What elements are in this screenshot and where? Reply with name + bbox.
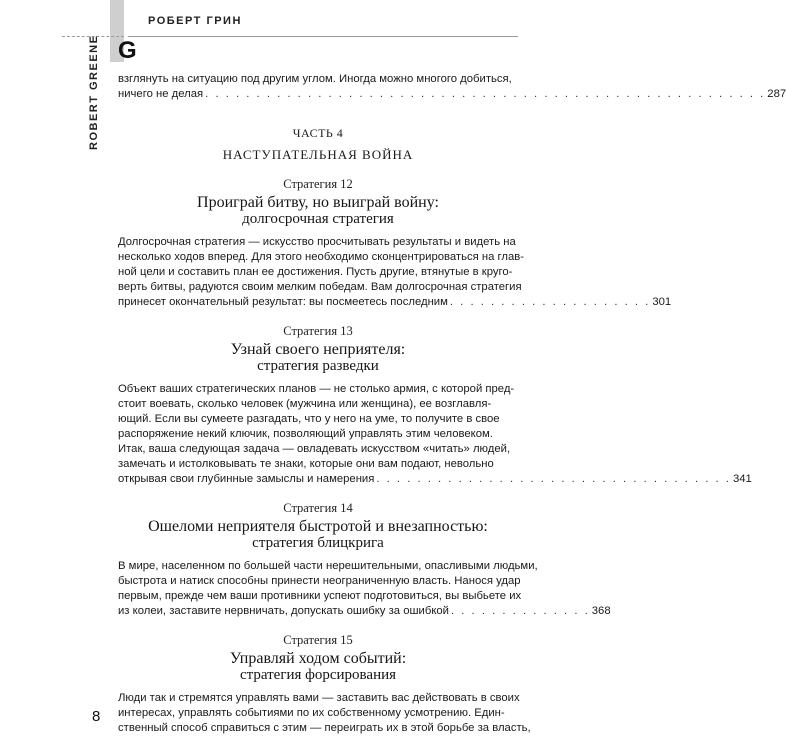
strategy-title[interactable]: Управляй ходом событий: bbox=[229, 650, 407, 667]
text-line: ственный способ справиться с этим — переиграть их в этой борьбе за власть, bbox=[118, 722, 531, 734]
strategy-title[interactable]: Проиграй битву, но выиграй войну: bbox=[197, 194, 439, 211]
leader-dots: . . . . . . . . . . . . . . . . . . . . bbox=[449, 296, 651, 308]
page-ref: 341 bbox=[732, 473, 752, 485]
text-line: ничего не делая bbox=[118, 88, 204, 100]
text-line: распоряжение некий ключик, позволяющий управлять этим человеком. bbox=[118, 428, 493, 440]
toc-entry-line[interactable] bbox=[118, 472, 752, 487]
toc-entry-line[interactable] bbox=[118, 604, 611, 619]
part-title: НАСТУПАТЕЛЬНАЯ ВОЙНА bbox=[222, 147, 414, 162]
strategy-entry bbox=[118, 324, 752, 487]
strategy-entry bbox=[118, 501, 611, 619]
text-line: интересах, управлять событиями по их собственному усмотрению. Един- bbox=[118, 707, 505, 719]
spine-author: ROBERT GREENE bbox=[88, 34, 100, 150]
strategy-label: Стратегия 15 bbox=[283, 633, 353, 647]
page-number: 8 bbox=[92, 708, 101, 725]
text-line: стоит воевать, сколько человек (мужчина или женщина), ее возглавля- bbox=[118, 398, 492, 410]
header-rule bbox=[128, 36, 518, 37]
page-ref: 368 bbox=[591, 605, 611, 617]
toc-entry-line[interactable] bbox=[118, 295, 672, 310]
text-line: открывая свои глубинные замыслы и намерения bbox=[118, 473, 375, 485]
strategy-subtitle[interactable]: стратегия форсирования bbox=[239, 667, 397, 683]
text-line: ной цели и составить план ее достижения. Пусть другие, втянутые в круго- bbox=[118, 266, 513, 278]
toc-entry-line[interactable] bbox=[118, 87, 786, 102]
strategy-subtitle[interactable]: стратегия блицкрига bbox=[252, 535, 384, 551]
strategy-label: Стратегия 12 bbox=[283, 177, 353, 191]
strategy-entry bbox=[118, 177, 672, 310]
strategy-description bbox=[118, 559, 611, 619]
toc-body bbox=[118, 72, 786, 736]
strategy-description bbox=[118, 235, 672, 310]
strategy-subtitle[interactable]: стратегия разведки bbox=[257, 358, 379, 374]
text-line: Объект ваших стратегических планов — не столько армия, с которой пред- bbox=[118, 383, 515, 395]
leader-dots: . . . . . . . . . . . . . . . . . . . . . . . . . . . . . . . . . . . . . . . . . . . . . . . . . . . . . . . bbox=[205, 88, 766, 100]
text-line: Долгосрочная стратегия — искусство просчитывать результаты и видеть на bbox=[118, 236, 516, 248]
strategy-description bbox=[118, 382, 752, 487]
strategy-description bbox=[118, 691, 531, 736]
text-line: замечать и истолковывать те знаки, которые они вам подают, невольно bbox=[118, 458, 494, 470]
strategy-subtitle[interactable]: долгосрочная стратегия bbox=[242, 211, 394, 227]
strategy-title[interactable]: Ошеломи неприятеля быстротой и внезапностью: bbox=[148, 518, 488, 535]
text-line: первым, прежде чем ваши противники успеют подготовиться, вы выбьете их bbox=[118, 590, 522, 602]
strategy-title[interactable]: Узнай своего неприятеля: bbox=[230, 341, 406, 358]
text-line: принесет окончательный результат: вы посмеетесь последним bbox=[118, 296, 448, 308]
logo-letter: G bbox=[118, 37, 137, 64]
intro-paragraph bbox=[118, 72, 786, 102]
text-line: ющий. Если вы сумеете разгадать, что у него на уме, то получите в свое bbox=[118, 413, 500, 425]
text-line: из колеи, заставите нервничать, допускать ошибку за ошибкой bbox=[118, 605, 449, 617]
page-ref: 287 bbox=[767, 88, 786, 100]
text-line: верть битвы, радуются своим мелким победам. Вам долгосрочная стратегия bbox=[118, 281, 522, 293]
text-line: взглянуть на ситуацию под другим углом. Иногда можно многого добиться, bbox=[118, 73, 512, 85]
text-line: В мире, населенном по большей части нерешительными, опасливыми людьми, bbox=[118, 560, 538, 572]
running-head-author: РОБЕРТ ГРИН bbox=[148, 15, 242, 27]
text-line: Люди так и стремятся управлять вами — заставить вас действовать в своих bbox=[118, 692, 520, 704]
leader-dots: . . . . . . . . . . . . . . bbox=[451, 605, 590, 617]
part-label: ЧАСТЬ 4 bbox=[292, 126, 344, 140]
strategy-entry bbox=[118, 633, 531, 736]
leader-dots: . . . . . . . . . . . . . . . . . . . . . . . . . . . . . . . . . . . bbox=[376, 473, 731, 485]
text-line: несколько ходов вперед. Для этого необходимо сконцентрироваться на глав- bbox=[118, 251, 525, 263]
page-ref: 301 bbox=[652, 296, 672, 308]
text-line: Итак, ваша следующая задача — овладевать искусством «читать» людей, bbox=[118, 443, 511, 455]
strategy-label: Стратегия 14 bbox=[283, 501, 353, 515]
text-line: быстрота и натиск способны принести неограниченную власть. Нанося удар bbox=[118, 575, 521, 587]
strategy-label: Стратегия 13 bbox=[283, 324, 353, 338]
